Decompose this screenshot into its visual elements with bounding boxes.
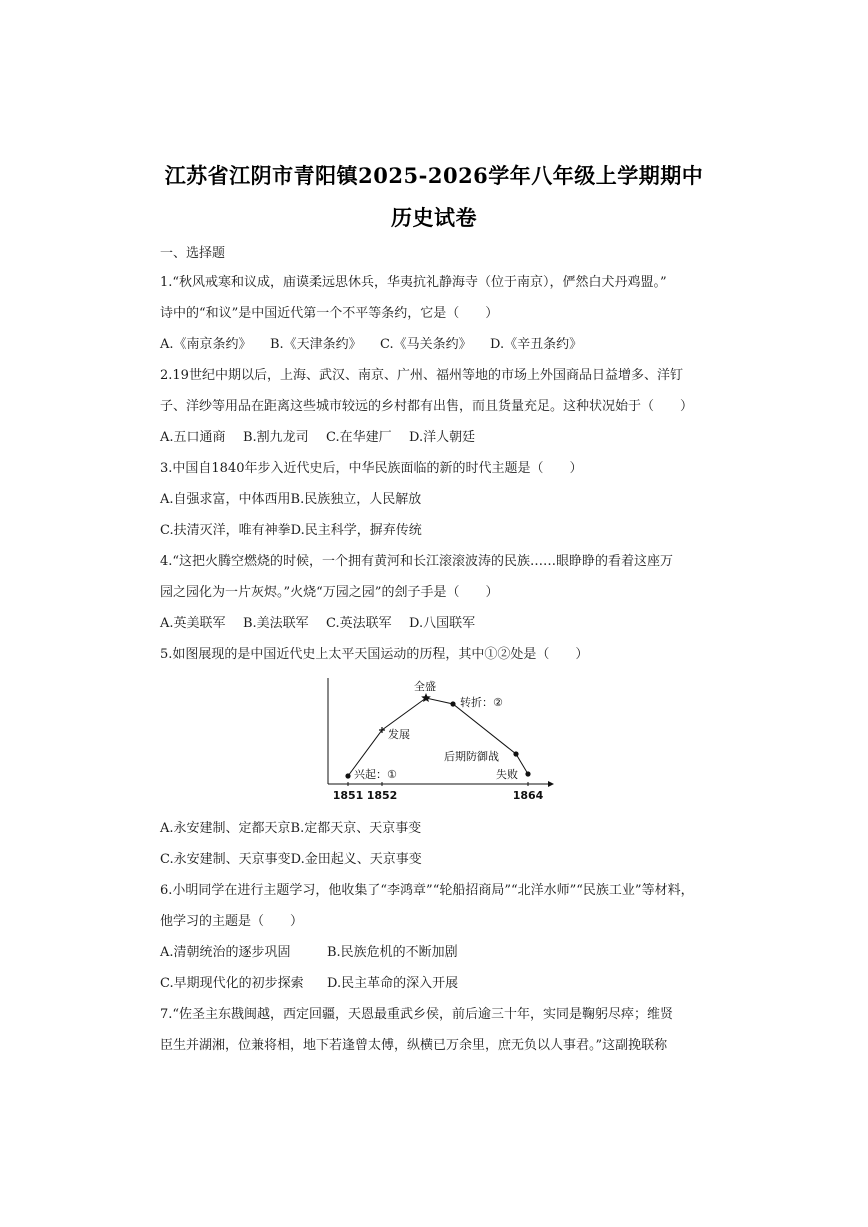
option-a[interactable]: A.《南京条约》 [160, 337, 252, 352]
x-axis-arrow [548, 781, 554, 787]
question-5-options-row-1 [160, 820, 715, 838]
option-d[interactable]: D.民主革命的深入开展 [327, 976, 459, 991]
timeline-line [348, 698, 528, 776]
option-d[interactable]: D.八国联军 [409, 616, 476, 631]
option-d[interactable]: D.洋人朝廷 [409, 430, 476, 445]
option-b[interactable]: B.《天津条约》 [270, 337, 362, 352]
exam-title-line1: 江苏省江阴市青阳镇2025-2026学年八年级上学期期中 [164, 163, 704, 188]
option-c[interactable]: C.早期现代化的初步探索 [160, 976, 304, 991]
question-3-options-row-1 [160, 491, 715, 509]
question-2-line-1: 2.19世纪中期以后，上海、武汉、南京、广州、福州等地的市场上外国商品日益增多、洋钉 [160, 368, 683, 383]
chart-point-marker [450, 701, 455, 706]
x-tick-label: 1864 [512, 789, 544, 802]
x-tick-label: 1851 [332, 789, 364, 802]
question-2-options [160, 429, 715, 447]
exam-title-line2: 历史试卷 [391, 205, 477, 230]
taiping-timeline-chart [318, 674, 558, 804]
option-a[interactable]: A.永安建制、定都天京 [160, 821, 291, 836]
question-1-line-2: 诗中的“和议”是中国近代第一个不平等条约，它是（ ） [160, 306, 499, 321]
question-6-line-2: 他学习的主题是（ ） [160, 914, 304, 929]
question-5-options-row-2 [160, 851, 715, 869]
x-tick-label: 1852 [366, 789, 398, 802]
chart-point-label: 后期防御战 [444, 750, 499, 763]
option-b[interactable]: B.定都天京、天京事变 [290, 821, 422, 836]
question-4-options [160, 615, 715, 633]
section-heading: 一、选择题 [160, 246, 226, 261]
option-b[interactable]: B.割九龙司 [243, 430, 309, 445]
chart-point-label: 发展 [388, 728, 410, 741]
option-b[interactable]: B.民族危机的不断加剧 [327, 945, 458, 960]
chart-point-label: 失败 [496, 768, 518, 781]
chart-point-label: 兴起：① [354, 768, 397, 781]
question-6-line-1: 6.小明同学在进行主题学习，他收集了“李鸿章”“轮船招商局”“北洋水师”“民族工业”等材料， [160, 883, 694, 898]
option-d[interactable]: D.《辛丑条约》 [490, 337, 583, 352]
question-4-line-1: 4.“这把火腾空燃烧的时候，一个拥有黄河和长江滚滚波涛的民族……眼睁睁的看着这座万 [160, 554, 674, 569]
chart-point-marker [345, 773, 350, 778]
option-d[interactable]: D.民主科学，摒弃传统 [290, 523, 422, 538]
question-1-options [160, 336, 715, 354]
option-c[interactable]: C.扶清灭洋，唯有神拳 [160, 523, 291, 538]
option-d[interactable]: D.金田起义、天京事变 [290, 852, 422, 867]
question-6-options-row-2 [160, 975, 715, 993]
option-c[interactable]: C.《马关条约》 [380, 337, 472, 352]
chart-point-label: 全盛 [414, 680, 436, 693]
option-c[interactable]: C.英法联军 [326, 616, 392, 631]
option-c[interactable]: C.在华建厂 [326, 430, 392, 445]
option-c[interactable]: C.永安建制、天京事变 [160, 852, 291, 867]
chart-point-label: 转折：② [460, 696, 503, 709]
question-7-line-1: 7.“佐圣主东戡闽越，西定回疆，天恩最重武乡侯，前后逾三十年，实同是鞠躬尽瘁；维贤 [160, 1007, 674, 1022]
option-b[interactable]: B.美法联军 [243, 616, 309, 631]
option-a[interactable]: A.英美联军 [160, 616, 226, 631]
question-5-line-1: 5.如图展现的是中国近代史上太平天国运动的历程，其中①②处是（ ） [160, 647, 589, 662]
option-a[interactable]: A.自强求富，中体西用 [160, 492, 291, 507]
option-b[interactable]: B.民族独立，人民解放 [290, 492, 422, 507]
question-4-line-2: 园之园化为一片灰烬。”火烧“万园之园”的刽子手是（ ） [160, 585, 499, 600]
question-2-line-2: 子、洋纱等用品在距离这些城市较远的乡村都有出售，而且货量充足。这种状况始于（ ） [160, 399, 694, 414]
question-3-options-row-2 [160, 522, 715, 540]
question-1-line-1: 1.“秋风戒寒和议成，庙谟柔远思休兵，华夷抗礼静海寺（位于南京），俨然白犬丹鸡盟。” [160, 275, 667, 290]
option-a[interactable]: A.清朝统治的逐步巩固 [160, 945, 291, 960]
chart-point-marker [513, 751, 518, 756]
question-7-line-2: 臣生并湖湘，位兼将相，地下若逢曾太傅，纵横已万余里，庶无负以人事君。”这副挽联称 [160, 1038, 668, 1053]
question-6-options-row-1 [160, 944, 715, 962]
chart-point-marker [525, 771, 530, 776]
option-a[interactable]: A.五口通商 [160, 430, 226, 445]
question-3-line-1: 3.中国自1840年步入近代史后，中华民族面临的新的时代主题是（ ） [160, 461, 583, 476]
